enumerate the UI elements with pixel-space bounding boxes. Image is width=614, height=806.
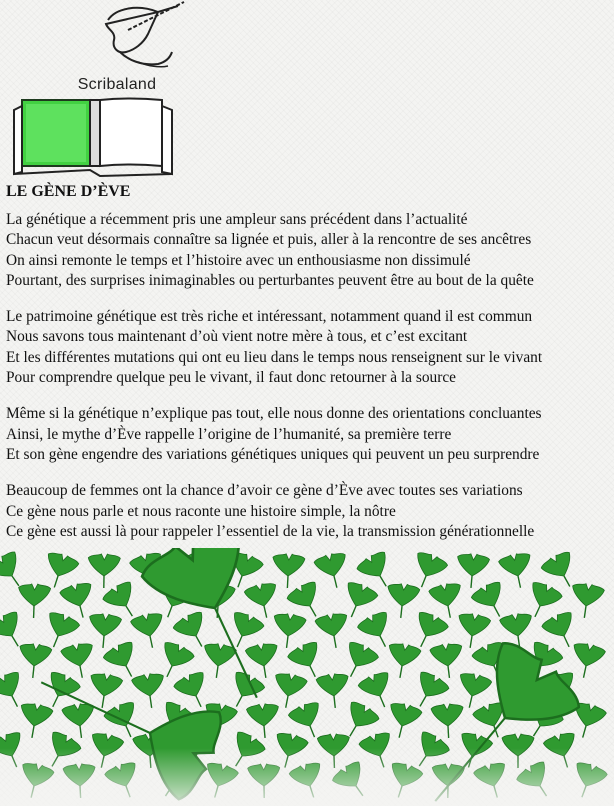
ginkgo-leaf-icon [88, 554, 121, 589]
ginkgo-leaf-icon [130, 611, 168, 651]
ginkgo-leaf-icon [429, 642, 465, 680]
ginkgo-leaf-icon [431, 703, 465, 739]
ginkgo-leaf-icon [455, 553, 490, 590]
hand-writing-quill-icon [98, 0, 198, 72]
ginkgo-leaf-icon [86, 672, 123, 711]
ginkgo-leaf-icon [131, 672, 167, 710]
poem-line: Pour comprendre quelque peu le vivant, il faut donc retourner à la source [6, 369, 457, 387]
poem-line: Ce gène nous parle et nous raconte une histoire simple, la nôtre [6, 502, 396, 520]
ginkgo-leaf-icon [454, 612, 491, 651]
ginkgo-leaf-icon [87, 613, 122, 650]
poem-line: Beaucoup de femmes ont la chance d’avoir ce gène d’Ève avec toutes ses variations [6, 482, 523, 500]
ginkgo-leaf-icon [568, 582, 604, 620]
ginkgo-leaf-icon [568, 641, 606, 681]
ginkgo-leaf-icon [271, 553, 305, 589]
open-book-icon [10, 96, 180, 178]
logo-text: Scribaland [77, 76, 157, 93]
poem-title: LE GÈNE D’ÈVE [6, 183, 131, 200]
ginkgo-leaf-icon [498, 551, 536, 591]
ginkgo-leaf-icon [17, 642, 52, 679]
ginkgo-leaf-icon [316, 672, 351, 709]
ginkgo-leaf-icon [314, 612, 351, 651]
poem-line: Chacun veut désormais connaître sa lignée et puis, aller à la rencontre de ses ancêtres [6, 231, 532, 249]
poem-line: Nous savons tous maintenant d’où vient notre mère à tous, et c’est excitant [6, 328, 468, 346]
ginkgo-leaf-pattern [0, 548, 614, 806]
ginkgo-leaf-icon [313, 551, 352, 592]
stanza [6, 404, 610, 465]
poem-line: On ainsi remonte le temps et l’histoire avec un enthousiasme non dissimulé [6, 251, 471, 269]
poem-line: Et les différentes mutations qui ont eu lieu dans le temps nous renseignent sur le vivant [6, 348, 543, 366]
poem-line: Et son gène engendre des variations génétiques uniques qui peuvent un peu surprendre [6, 445, 540, 463]
ginkgo-leaf-icon [136, 548, 304, 720]
ginkgo-leaf-icon [246, 703, 281, 740]
ginkgo-leaf-icon [384, 642, 421, 681]
poem-line: La génétique a récemment pris une ampleur sans précédent dans l’actualité [6, 211, 468, 228]
poem [6, 182, 610, 558]
stanza [6, 307, 610, 388]
ginkgo-leaf-icon [16, 702, 53, 741]
poem-line: Même si la génétique n’explique pas tout, elle nous donne des orientations concluantes [6, 405, 542, 423]
ginkgo-leaf-icon [271, 612, 307, 650]
ginkgo-leaf-icon [385, 582, 420, 619]
stanza [6, 481, 610, 542]
poem-line: Pourtant, des surprises inimaginables ou perturbantes peuvent être au bout de la quête [6, 271, 534, 289]
ginkgo-leaf-icon [200, 642, 236, 680]
scribaland-logo [10, 0, 200, 180]
poem-line: Ce gène est aussi là pour rappeler l’essentiel de la vie, la transmission générationnelle [6, 522, 535, 540]
stanza [6, 210, 610, 291]
poem-line: Ainsi, le mythe d’Ève rappelle l’origine de l’humanité, sa première terre [6, 425, 452, 443]
poem-line: Le patrimoine génétique est très riche et intéressant, notamment quand il est commun [6, 308, 533, 326]
ginkgo-leaf-icon [61, 702, 97, 740]
ginkgo-leaf-icon [18, 583, 51, 618]
